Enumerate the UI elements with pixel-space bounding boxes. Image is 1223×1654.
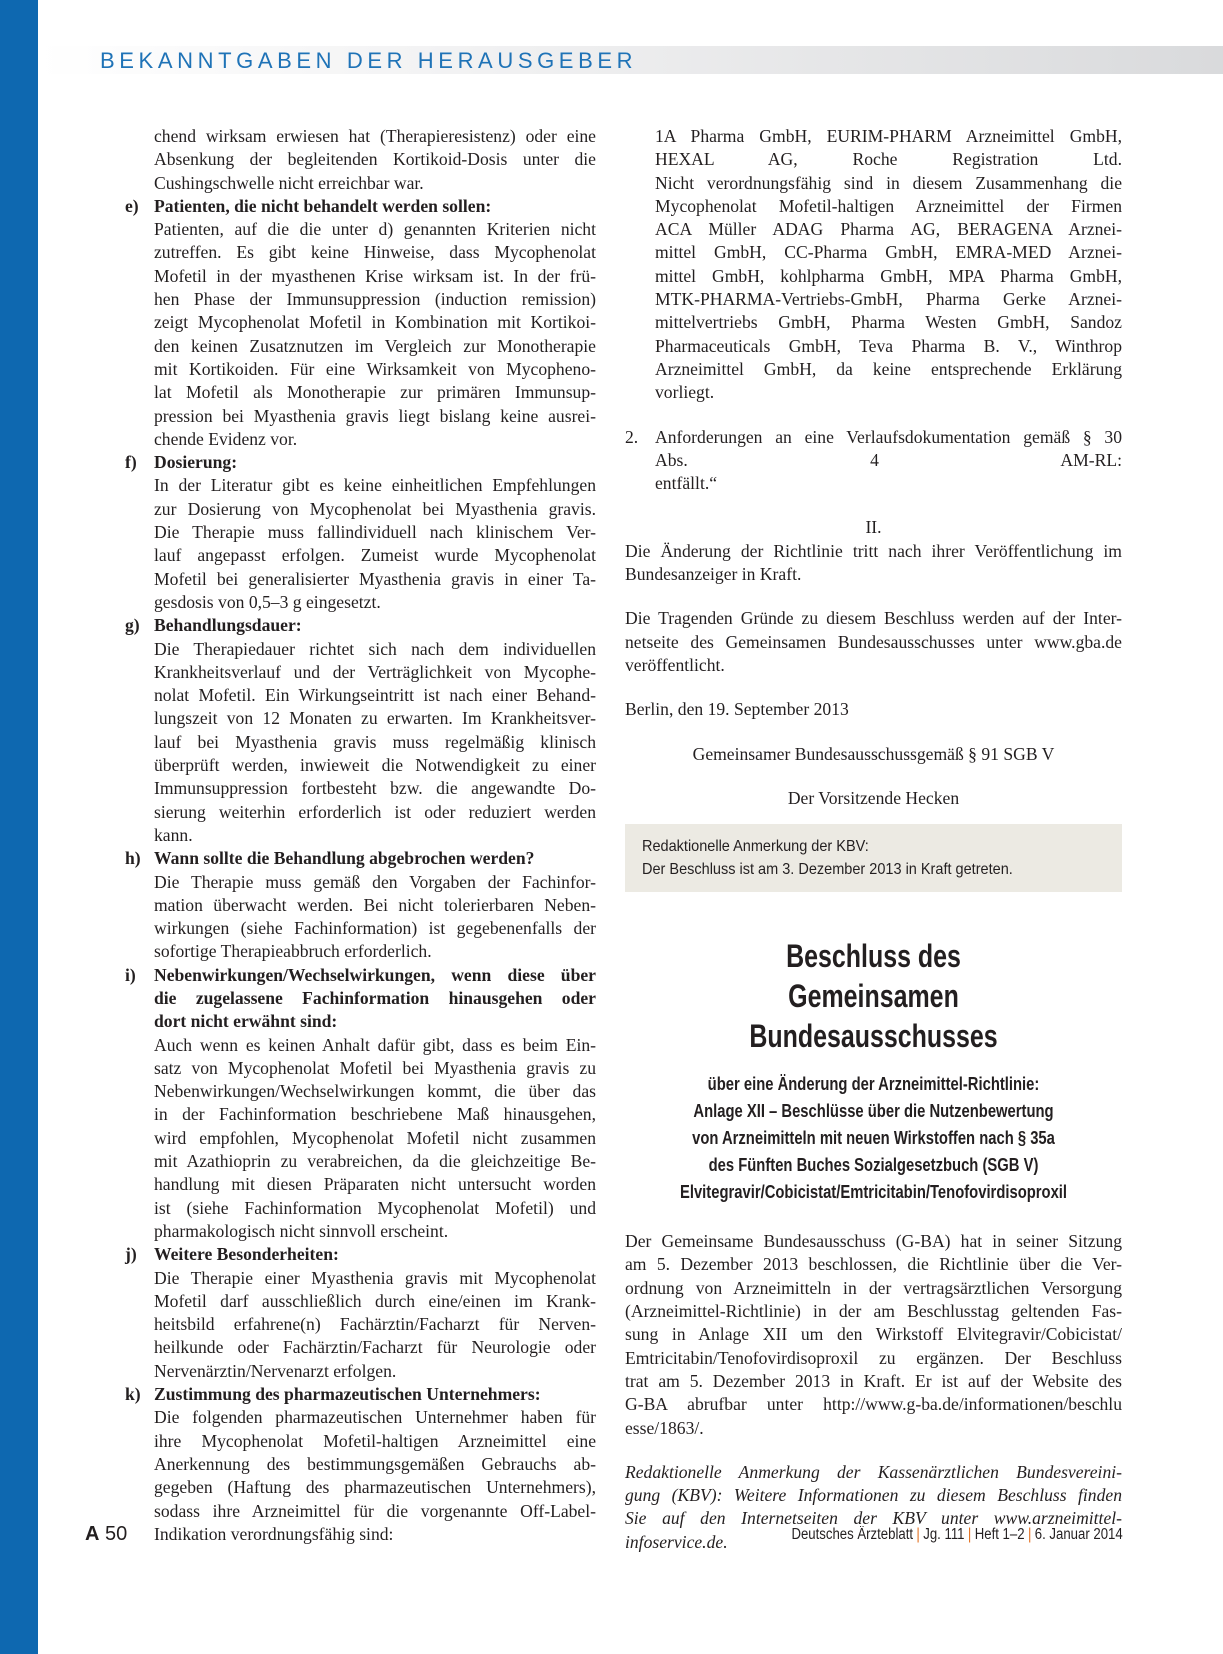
text-line: sierung weiterhin erforderlich ist oder reduziert werden: [154, 801, 596, 822]
item-letter: j): [125, 1244, 137, 1265]
separator: |: [1028, 1526, 1032, 1543]
section-title: BEKANNTGABEN DER HERAUSGEBER: [100, 48, 638, 73]
criteria-item: [125, 847, 596, 963]
text-line: chende Evidenz vor.: [154, 428, 298, 449]
text-line: Anforderungen an eine Verlaufsdokumentation gemäß § 30: [655, 426, 1122, 447]
text-line: zur Dosierung von Mycophenolat bei Myasthenia gravis.: [154, 498, 596, 519]
text-line: infoservice.de.: [625, 1531, 728, 1552]
text-line: gesdosis von 0,5–3 g eingesetzt.: [154, 591, 381, 612]
criteria-list: [125, 195, 596, 1546]
text-line: (Arzneimittel-Richtlinie) in der am Beschlusstag geltenden Fas-: [625, 1301, 1122, 1322]
item-heading: dort nicht erwähnt sind:: [154, 1011, 338, 1032]
reasons-paragraph: [625, 607, 1122, 677]
item-letter: g): [125, 615, 140, 636]
text-line: sofortige Therapieabbruch erforderlich.: [154, 941, 432, 962]
intro-continuation: [125, 125, 596, 195]
text-line: Nervenärztin/Nervenarzt erfolgen.: [154, 1360, 397, 1381]
text-line: Nicht verordnungsfähig sind in diesem Zusammenhang die: [655, 172, 1122, 193]
text-line: am 5. Dezember 2013 beschlossen, die Richtlinie über die Ver-: [625, 1254, 1122, 1275]
text-line: Mycophenolat Mofetil-haltigen Arzneimittel der Firmen: [655, 195, 1122, 216]
text-line: wirkungen (siehe Fachinformation) ist gegebenenfalls der: [154, 918, 596, 939]
text-line: Abs. 4 AM-RL:: [655, 449, 1122, 470]
point-2-number: 2.: [625, 426, 639, 447]
item-heading: Behandlungsdauer:: [154, 615, 302, 636]
text-line: heitsbild erfahrene(n) Fachärztin/Facharzt für Nerven-: [154, 1314, 596, 1335]
text-line: Sie auf den Internetseiten der KBV unter www.arzneimittel-: [625, 1508, 1122, 1529]
text-line: nolat Mofetil. Ein Wirkungseintritt ist nach einer Behand-: [154, 685, 596, 706]
text-line: sung in Anlage XII um den Wirkstoff Elvitegravir/Cobicistat/: [625, 1324, 1122, 1345]
text-line: trat am 5. Dezember 2013 in Kraft. Er ist auf der Website des: [625, 1370, 1122, 1391]
text-line: esse/1863/.: [625, 1417, 704, 1438]
text-line: Nebenwirkungen/Wechselwirkungen kommt, die über das: [154, 1081, 596, 1102]
page-number-value: 50: [105, 1523, 128, 1545]
text-line: Auch wenn es keinen Anhalt dafür gibt, dass es beim Ein-: [154, 1034, 596, 1055]
text-line: Patienten, auf die die unter d) genannten Kriterien nicht: [154, 219, 596, 240]
company-list: [625, 125, 1122, 405]
text-line: ihre Mycophenolat Mofetil-haltigen Arzneimittel eine: [154, 1430, 596, 1451]
decision-title-line: Gemeinsamen Bundesausschusses: [749, 978, 998, 1055]
separator: |: [916, 1526, 921, 1543]
text-line: mit Azathioprin zu verabreichen, da die gleichzeitige Be-: [154, 1151, 596, 1172]
item-heading: Dosierung:: [154, 452, 238, 473]
decision-subtitle-line: von Arzneimitteln mit neuen Wirkstoffen nach § 35a: [692, 1127, 1055, 1149]
place-date: Berlin, den 19. September 2013: [625, 699, 849, 720]
criteria-item: [125, 964, 596, 1244]
item-heading: die zugelassene Fachinformation hinausgehen oder: [154, 987, 596, 1008]
point-2-text: [655, 426, 1122, 496]
journal-volume: Jg. 111: [923, 1526, 965, 1543]
text-line: pharmakologisch nicht sinnvoll erscheint.: [154, 1220, 449, 1241]
text-line: Anerkennung des bestimmungsgemäßen Gebrauchs ab-: [154, 1453, 596, 1474]
text-line: Bundesanzeiger in Kraft.: [625, 564, 802, 585]
text-line: Mofetil bei generalisierter Myasthenia gravis in einer Ta-: [154, 568, 596, 589]
text-line: gung (KBV): Weitere Informationen zu diesem Beschluss finden: [625, 1485, 1122, 1506]
text-line: mit Kortikoiden. Für eine Wirksamkeit von Mycopheno-: [154, 358, 596, 379]
text-line: gegeben (Haftung des pharmazeutischen Unternehmers),: [154, 1477, 596, 1498]
journal-issue: Heft 1–2: [975, 1526, 1025, 1543]
text-line: HEXAL AG, Roche Registration Ltd.: [655, 149, 1122, 170]
text-line: heilkunde oder Fachärztin/Facharzt für Neurologie oder: [154, 1337, 596, 1358]
text-line: zutreffen. Es gibt keine Hinweise, dass Mycophenolat: [154, 242, 596, 263]
right-column: [625, 125, 1122, 1554]
decision-subtitle-line: des Fünften Buches Sozialgesetzbuch (SGB V): [708, 1154, 1039, 1176]
text-line: Mofetil darf ausschließlich durch eine/einen im Krank-: [154, 1290, 596, 1311]
text-line: lungszeit von 12 Monaten zu erwarten. Im Krankheitsver-: [154, 708, 596, 729]
point-2: [625, 426, 1122, 496]
text-line: Die Änderung der Richtlinie tritt nach ihrer Veröffentlichung im: [625, 540, 1122, 561]
text-line: ordnung von Arzneimitteln in der vertragsärztlichen Versorgung: [625, 1277, 1122, 1298]
text-line: Redaktionelle Anmerkung der Kassenärztlichen Bundesvereini-: [625, 1461, 1122, 1482]
text-line: den keinen Zusatznutzen im Vergleich zur Monotherapie: [154, 335, 596, 356]
text-line: sodass ihre Arzneimittel für die vorgenannte Off-Label-: [154, 1500, 596, 1521]
text-line: In der Literatur gibt es keine einheitlichen Empfehlungen: [154, 475, 596, 496]
criteria-item: [125, 451, 596, 614]
decision-subtitle-line: über eine Änderung der Arzneimittel-Richtlinie:: [707, 1073, 1040, 1095]
text-line: ACA Müller ADAG Pharma AG, BERAGENA Arznei-: [655, 219, 1122, 240]
text-line: lauf bei Myasthenia gravis muss regelmäßig klinisch: [154, 731, 596, 752]
journal-footer: [792, 1525, 1123, 1545]
text-line: ist (siehe Fachinformation Mycophenolat Mofetil) und: [154, 1197, 596, 1218]
item-heading: Patienten, die nicht behandelt werden sollen:: [154, 195, 492, 216]
signature-body: Gemeinsamer Bundesausschussgemäß § 91 SGB V: [692, 743, 1055, 764]
item-letter: e): [125, 195, 139, 216]
item-letter: i): [125, 964, 136, 985]
text-line: Die Therapie einer Myasthenia gravis mit Mycophenolat: [154, 1267, 596, 1288]
effective-paragraph: [625, 540, 1122, 587]
page-number: [85, 1522, 127, 1546]
note-line: Redaktionelle Anmerkung der KBV:: [642, 838, 869, 856]
signature-chair: Der Vorsitzende Hecken: [787, 787, 960, 808]
page-letter: A: [85, 1523, 100, 1545]
decision-title: [625, 936, 1122, 1056]
criteria-item: [125, 1243, 596, 1383]
text-line: zeigt Mycophenolat Mofetil in Kombination mit Kortikoi-: [154, 312, 596, 333]
text-line: pression bei Myasthenia gravis liegt bislang keine ausrei-: [154, 405, 596, 426]
text-line: Immunsuppression fortbesteht bzw. die angewandte Do-: [154, 778, 596, 799]
separator: |: [968, 1526, 972, 1543]
item-letter: k): [125, 1384, 141, 1405]
text-line: G-BA abrufbar unter http://www.g-ba.de/informationen/beschlu: [625, 1394, 1122, 1415]
text-line: Die folgenden pharmazeutischen Unternehmer haben für: [154, 1407, 596, 1428]
roman-heading: II.: [865, 517, 882, 538]
text-line: Absenkung der begleitenden Kortikoid-Dosis unter die: [154, 149, 596, 170]
text-line: mittel GmbH, kohlpharma GmbH, MPA Pharma GmbH,: [655, 265, 1122, 286]
text-line: hen Phase der Immunsuppression (induction remission): [154, 289, 596, 310]
item-letter: h): [125, 848, 141, 869]
text-line: Die Therapie muss gemäß den Vorgaben der Fachinfor-: [154, 871, 596, 892]
text-line: satz von Mycophenolat Mofetil bei Myasthenia gravis zu: [154, 1057, 596, 1078]
editorial-note-box: [625, 824, 1122, 892]
text-line: handlung mit diesen Präparaten nicht untersucht worden: [154, 1174, 596, 1195]
text-line: Die Therapiedauer richtet sich nach dem individuellen: [154, 638, 596, 659]
text-line: in der Fachinformation beschriebene Maß hinausgehen,: [154, 1104, 596, 1125]
text-line: Die Tragenden Gründe zu diesem Beschluss werden auf der Inter-: [625, 608, 1122, 629]
text-line: veröffentlicht.: [625, 654, 725, 675]
text-line: mation überwacht werden. Bei nicht tolerierbaren Neben-: [154, 894, 596, 915]
text-line: Die Therapie muss fallindividuell nach klinischem Ver-: [154, 522, 596, 543]
text-line: chend wirksam erwiesen hat (Therapieresistenz) oder eine: [154, 126, 596, 146]
decision-title-line: Beschluss des: [786, 938, 961, 975]
text-line: wird empfohlen, Mycophenolat Mofetil nicht zusammen: [154, 1127, 596, 1148]
left-accent-bar: [0, 0, 38, 1654]
text-line: Indikation verordnungsfähig sind:: [154, 1523, 394, 1544]
item-letter: f): [125, 452, 137, 473]
text-line: mittel GmbH, CC-Pharma GmbH, EMRA-MED Arznei-: [655, 242, 1122, 263]
decision-subtitle: [625, 1070, 1122, 1205]
item-heading: Nebenwirkungen/Wechselwirkungen, wenn diese über: [154, 964, 596, 985]
item-heading: Zustimmung des pharmazeutischen Unternehmers:: [154, 1384, 541, 1405]
text-line: Arzneimittel GmbH, da keine entsprechende Erklärung: [655, 358, 1122, 379]
text-line: Der Gemeinsame Bundesausschuss (G-BA) hat in seiner Sitzung: [625, 1231, 1122, 1252]
criteria-item: [125, 614, 596, 847]
left-column: [125, 125, 596, 1546]
journal-date: 6. Januar 2014: [1035, 1526, 1123, 1543]
criteria-item: [125, 1383, 596, 1546]
text-line: Krankheitsverlauf und der Verträglichkeit von Mycophe-: [154, 661, 596, 682]
text-line: netseite des Gemeinsamen Bundesausschusses unter www.gba.de: [625, 631, 1122, 652]
item-heading: Wann sollte die Behandlung abgebrochen werden?: [154, 848, 535, 869]
text-line: Mofetil in der myasthenen Krise wirksam ist. In der frü-: [154, 265, 596, 286]
text-line: MTK-PHARMA-Vertriebs-GmbH, Pharma Gerke Arznei-: [655, 289, 1122, 310]
text-line: vorliegt.: [655, 382, 715, 403]
text-line: Emtricitabin/Tenofovirdisoproxil zu ergänzen. Der Beschluss: [625, 1347, 1122, 1368]
note-line: Der Beschluss ist am 3. Dezember 2013 in Kraft getreten.: [642, 861, 1013, 879]
text-line: 1A Pharma GmbH, EURIM-PHARM Arzneimittel GmbH,: [655, 126, 1122, 146]
item-heading: Weitere Besonderheiten:: [154, 1244, 339, 1265]
text-line: lat Mofetil als Monotherapie zur primären Immunsup-: [154, 382, 596, 403]
text-line: Pharmaceuticals GmbH, Teva Pharma B. V., Winthrop: [655, 335, 1122, 356]
text-line: kann.: [154, 824, 193, 845]
decision-subtitle-line: Elvitegravir/Cobicistat/Emtricitabin/Tenofovirdisoproxil: [679, 1181, 1068, 1203]
journal-name: Deutsches Ärzteblatt: [791, 1526, 914, 1543]
decision-body: [625, 1230, 1122, 1440]
text-line: überprüft werden, inwieweit die Notwendigkeit zu einer: [154, 755, 596, 776]
text-line: entfällt.“: [655, 473, 718, 494]
text-line: mittelvertriebs GmbH, Pharma Westen GmbH, Sandoz: [655, 312, 1122, 333]
text-line: Cushingschwelle nicht erreichbar war.: [154, 172, 424, 193]
text-line: lauf angepasst erfolgen. Zumeist wurde Mycophenolat: [154, 545, 596, 566]
criteria-item: [125, 195, 596, 451]
decision-subtitle-line: Anlage XII – Beschlüsse über die Nutzenbewertung: [693, 1100, 1054, 1122]
